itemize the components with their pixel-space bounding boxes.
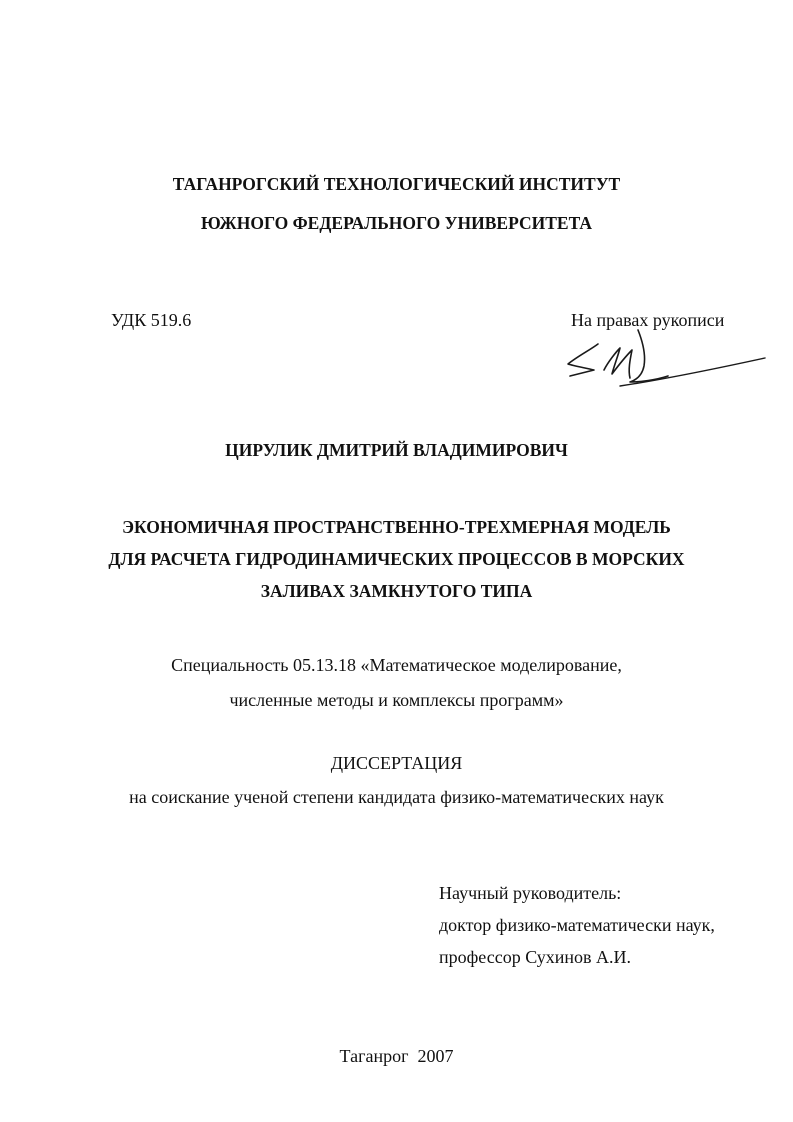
udk-code: УДК 519.6	[111, 310, 192, 330]
work-type: ДИССЕРТАЦИЯ	[330, 753, 463, 773]
supervisor-name: профессор Сухинов А.И.	[439, 947, 632, 967]
supervisor-degree: доктор физико-математически наук,	[439, 915, 715, 935]
degree-line: на соискание ученой степени кандидата физико-математических наук	[129, 787, 664, 807]
specialty-line-2: численные методы и комплексы программ»	[229, 690, 564, 710]
supervisor-label: Научный руководитель:	[439, 883, 622, 903]
institution-line-1: ТАГАНРОГСКИЙ ТЕХНОЛОГИЧЕСКИЙ ИНСТИТУТ	[172, 174, 621, 194]
institution-line-2: ЮЖНОГО ФЕДЕРАЛЬНОГО УНИВЕРСИТЕТА	[200, 213, 593, 233]
specialty-line-1: Специальность 05.13.18 «Математическое моделирование,	[171, 655, 622, 675]
manuscript-rights-note: На правах рукописи	[571, 310, 725, 330]
city-year: Таганрог 2007	[339, 1046, 454, 1066]
signature-mark	[560, 326, 775, 396]
thesis-title-line-2: ДЛЯ РАСЧЕТА ГИДРОДИНАМИЧЕСКИХ ПРОЦЕССОВ В МОРСКИХ	[108, 549, 685, 569]
author-name: ЦИРУЛИК ДМИТРИЙ ВЛАДИМИРОВИЧ	[225, 440, 568, 460]
thesis-title-line-3: ЗАЛИВАХ ЗАМКНУТОГО ТИПА	[260, 581, 533, 601]
thesis-title-line-1: ЭКОНОМИЧНАЯ ПРОСТРАНСТВЕННО-ТРЕХМЕРНАЯ МОДЕЛЬ	[122, 517, 671, 537]
